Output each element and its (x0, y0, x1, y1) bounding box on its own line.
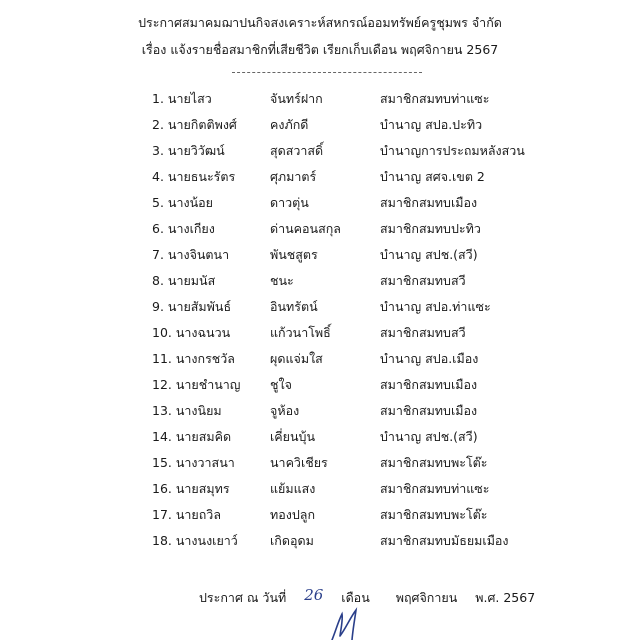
member-last-name: ศุภมาตร์ (270, 169, 317, 184)
member-first-name: 18. นางนงเยาว์ (152, 533, 238, 548)
member-first-name: 3. นายวิวัฒน์ (152, 143, 225, 158)
member-last-name: เกิดอุดม (270, 533, 314, 548)
list-item (0, 453, 640, 473)
member-first-name: 2. นายกิตติพงศ์ (152, 117, 237, 132)
member-status: สมาชิกสมทบท่าแซะ (380, 481, 490, 496)
member-first-name: 14. นายสมคิด (152, 429, 232, 444)
list-item (0, 245, 640, 265)
member-status: บำนาญ สศจ.เขต 2 (380, 169, 485, 184)
list-item (0, 479, 640, 499)
list-item (0, 167, 640, 187)
member-first-name: 7. นางจินตนา (152, 247, 230, 262)
member-status: สมาชิกสมทบสวี (380, 273, 466, 288)
list-item (0, 401, 640, 421)
member-status: สมาชิกสมทบเมือง (380, 195, 478, 210)
member-status: สมาชิกสมทบพะโต๊ะ (380, 507, 488, 522)
member-last-name: สุดสวาสดิ์ (270, 143, 324, 158)
member-first-name: 16. นายสมุทร (152, 481, 230, 496)
member-last-name: คงภักดี (270, 117, 309, 132)
list-item (0, 219, 640, 239)
list-item (0, 115, 640, 135)
member-last-name: ด่านคอนสกุล (270, 221, 341, 236)
member-status: บำนาญ สปอ.ปะทิว (380, 117, 483, 132)
member-first-name: 15. นางวาสนา (152, 455, 235, 470)
member-last-name: พันชสูตร (270, 247, 318, 262)
divider-line (232, 72, 422, 73)
list-item (0, 375, 640, 395)
member-last-name: อินทรัตน์ (270, 299, 318, 314)
date-month-label: เดือน (341, 590, 370, 605)
member-last-name: เคี่ยนบุ้น (270, 429, 315, 444)
date-prefix: ประกาศ ณ วันที่ (199, 590, 287, 605)
member-status: บำนาญ สปช.(สวี) (380, 429, 478, 444)
member-first-name: 8. นายมนัส (152, 273, 216, 288)
member-last-name: ดาวตุ่น (270, 195, 309, 210)
member-status: สมาชิกสมทบเมือง (380, 377, 478, 392)
list-item (0, 89, 640, 109)
list-item (0, 323, 640, 343)
member-last-name: นาควิเชียร (270, 455, 328, 470)
list-item (0, 427, 640, 447)
member-status: สมาชิกสมทบมัธยมเมือง (380, 533, 509, 548)
member-last-name: จันทร์ฝาก (270, 91, 323, 106)
list-item (0, 349, 640, 369)
member-first-name: 5. นางน้อย (152, 195, 213, 210)
list-item (0, 297, 640, 317)
member-last-name: แก้วนาโพธิ์ (270, 325, 331, 340)
member-first-name: 17. นายถวิล (152, 507, 221, 522)
member-last-name: ชูใจ (270, 377, 292, 392)
member-last-name: จูห้อง (270, 403, 300, 418)
member-last-name: ชนะ (270, 273, 294, 288)
member-first-name: 11. นางกรชวัล (152, 351, 235, 366)
list-item (0, 505, 640, 525)
list-item (0, 193, 640, 213)
member-status: สมาชิกสมทบท่าแซะ (380, 91, 490, 106)
member-status: สมาชิกสมทบพะโต๊ะ (380, 455, 488, 470)
list-item (0, 531, 640, 551)
member-status: บำนาญ สปช.(สวี) (380, 247, 478, 262)
list-item (0, 271, 640, 291)
announcement-title: ประกาศสมาคมฌาปนกิจสงเคราะห์สหกรณ์ออมทรัพย์ครูชุมพร จำกัด (138, 15, 502, 30)
member-status: สมาชิกสมทบเมือง (380, 403, 478, 418)
member-status: บำนาญ สปอ.เมือง (380, 351, 479, 366)
member-first-name: 12. นายชำนาญ (152, 377, 241, 392)
member-first-name: 4. นายธนะรัตร (152, 169, 236, 184)
member-status: สมาชิกสมทบปะทิว (380, 221, 481, 236)
member-last-name: แย้มแสง (270, 481, 316, 496)
list-item (0, 141, 640, 161)
member-last-name: ผุดแจ่มใส (270, 351, 323, 366)
member-status: สมาชิกสมทบสวี (380, 325, 466, 340)
date-day-handwritten: 26 (304, 586, 324, 604)
announcement-date (199, 588, 535, 608)
member-first-name: 13. นางนิยม (152, 403, 222, 418)
member-first-name: 9. นายสัมพันธ์ (152, 299, 232, 314)
member-first-name: 1. นายไสว (152, 91, 212, 106)
member-first-name: 6. นางเกียง (152, 221, 215, 236)
member-first-name: 10. นางฉนวน (152, 325, 231, 340)
member-last-name: ทองปลูก (270, 507, 316, 522)
member-status: บำนาญ สปอ.ท่าแซะ (380, 299, 491, 314)
member-status: บำนาญการประถมหลังสวน (380, 143, 525, 158)
announcement-subject: เรื่อง แจ้งรายชื่อสมาชิกที่เสียชีวิต เรียกเก็บเดือน พฤศจิกายน 2567 (141, 42, 499, 57)
date-month: พฤศจิกายน (395, 590, 458, 605)
date-year: พ.ศ. 2567 (475, 590, 536, 605)
signature-mark (318, 606, 378, 640)
